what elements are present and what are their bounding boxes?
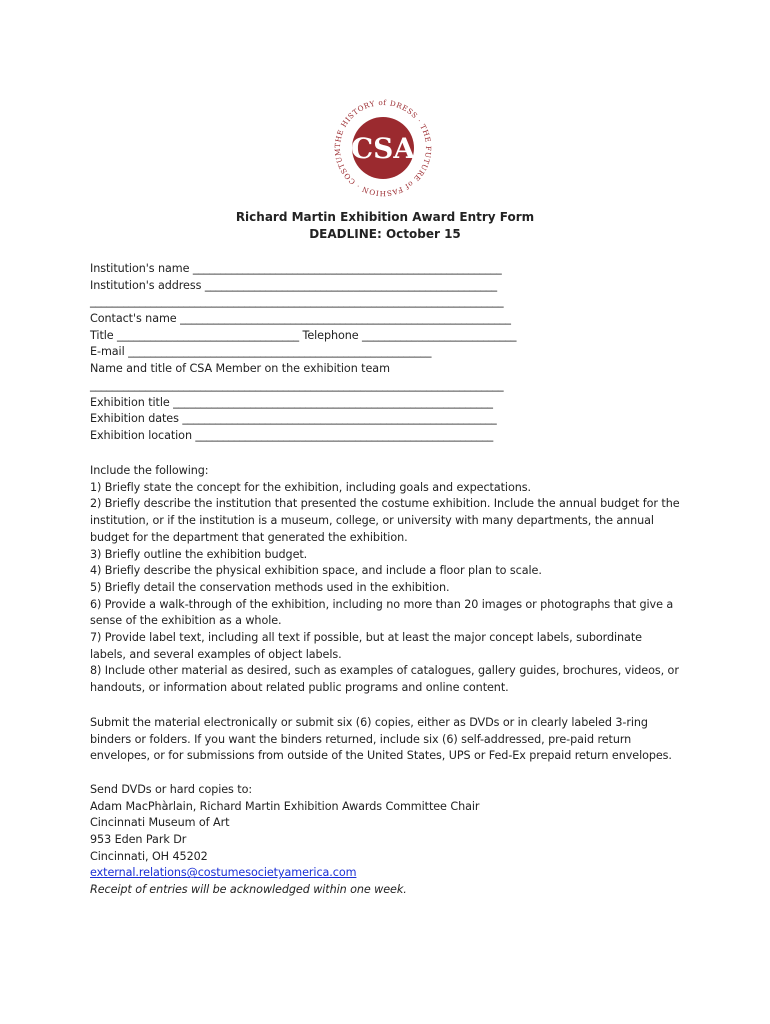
receipt-note: Receipt of entries will be acknowledged within one week.: [90, 883, 407, 897]
form-title: Richard Martin Exhibition Award Entry Form: [235, 210, 535, 224]
svg-text:THE HISTORY of DRESS · THE FUT: THE HISTORY of DRESS · THE FUTURE of FASHION · COSTUM: [332, 97, 434, 199]
submission-line: binders or folders. If you want the binders returned, include six (6) self-addressed, pre-paid return: [90, 732, 632, 746]
email-link[interactable]: external.relations@costumesocietyamerica.com: [90, 866, 357, 880]
csa-monogram: CSA: [350, 132, 416, 165]
instruction-item: 2) Briefly describe the institution that presented the costume exhibition. Include the annual budget for the institution, or if the institution is a museum, college, or university with many departments, the annual budget for the department that generated the exhibition.: [90, 497, 680, 544]
institution-address-field-2[interactable]: ___________________________________________________________________________: [90, 295, 504, 309]
instruction-item: 6) Provide a walk-through of the exhibition, including no more than 20 images or photographs that give a sense of the exhibition as a whole.: [90, 597, 674, 628]
instruction-item: 7) Provide label text, including all text if possible, but at least the major concept labels, subordinate labels, and several examples of object labels.: [90, 631, 642, 661]
mailing-address: [90, 782, 690, 899]
chair-name: Adam MacPhàrlain, Richard Martin Exhibition Awards Committee Chair: [90, 799, 480, 813]
organization-name: Cincinnati Museum of Art: [90, 816, 230, 830]
instructions-list: [90, 463, 680, 697]
institution-address-field[interactable]: Institution's address _____________________________________________________: [90, 278, 498, 292]
form-fields: [90, 261, 690, 445]
instruction-item: 8) Include other material as desired, such as examples of catalogues, gallery guides, brochures, videos, or handouts, or information about related public programs and online content.: [90, 664, 679, 695]
csa-member-label: Name and title of CSA Member on the exhibition team: [90, 362, 390, 376]
submission-paragraph: [90, 715, 690, 765]
instruction-item: 3) Briefly outline the exhibition budget.: [90, 547, 308, 561]
institution-name-field[interactable]: Institution's name ________________________________________________________: [90, 262, 502, 275]
contact-name-field[interactable]: Contact's name ____________________________________________________________: [90, 312, 511, 326]
send-heading: Send DVDs or hard copies to:: [90, 783, 253, 796]
instruction-item: 1) Briefly state the concept for the exhibition, including goals and expectations.: [90, 480, 531, 494]
form-header: [0, 209, 770, 242]
exhibition-dates-field[interactable]: Exhibition dates _________________________________________________________: [90, 412, 497, 426]
submission-line: Submit the material electronically or submit six (6) copies, either as DVDs or in clearly labeled 3-ring: [90, 716, 648, 729]
instructions-heading: Include the following:: [90, 464, 209, 477]
csa-logo: [331, 96, 435, 200]
exhibition-title-field[interactable]: Exhibition title __________________________________________________________: [90, 395, 493, 409]
instruction-item: 5) Briefly detail the conservation methods used in the exhibition.: [90, 580, 450, 594]
exhibition-location-field[interactable]: Exhibition location ______________________________________________________: [90, 428, 494, 442]
csa-member-field[interactable]: ___________________________________________________________________________: [90, 378, 504, 392]
city-state-zip: Cincinnati, OH 45202: [90, 849, 208, 863]
deadline: DEADLINE: October 15: [309, 226, 461, 241]
email-field[interactable]: E-mail _______________________________________________________: [90, 345, 432, 359]
instruction-item: 4) Briefly describe the physical exhibition space, and include a floor plan to scale.: [90, 564, 542, 578]
submission-line: envelopes, or for submissions from outside of the United States, UPS or Fed-Ex prepaid return envelopes.: [90, 749, 672, 763]
street-address: 953 Eden Park Dr: [90, 833, 187, 847]
csa-seal-icon: [331, 96, 435, 200]
title-telephone-field[interactable]: Title _________________________________ Telephone ____________________________: [90, 328, 517, 342]
